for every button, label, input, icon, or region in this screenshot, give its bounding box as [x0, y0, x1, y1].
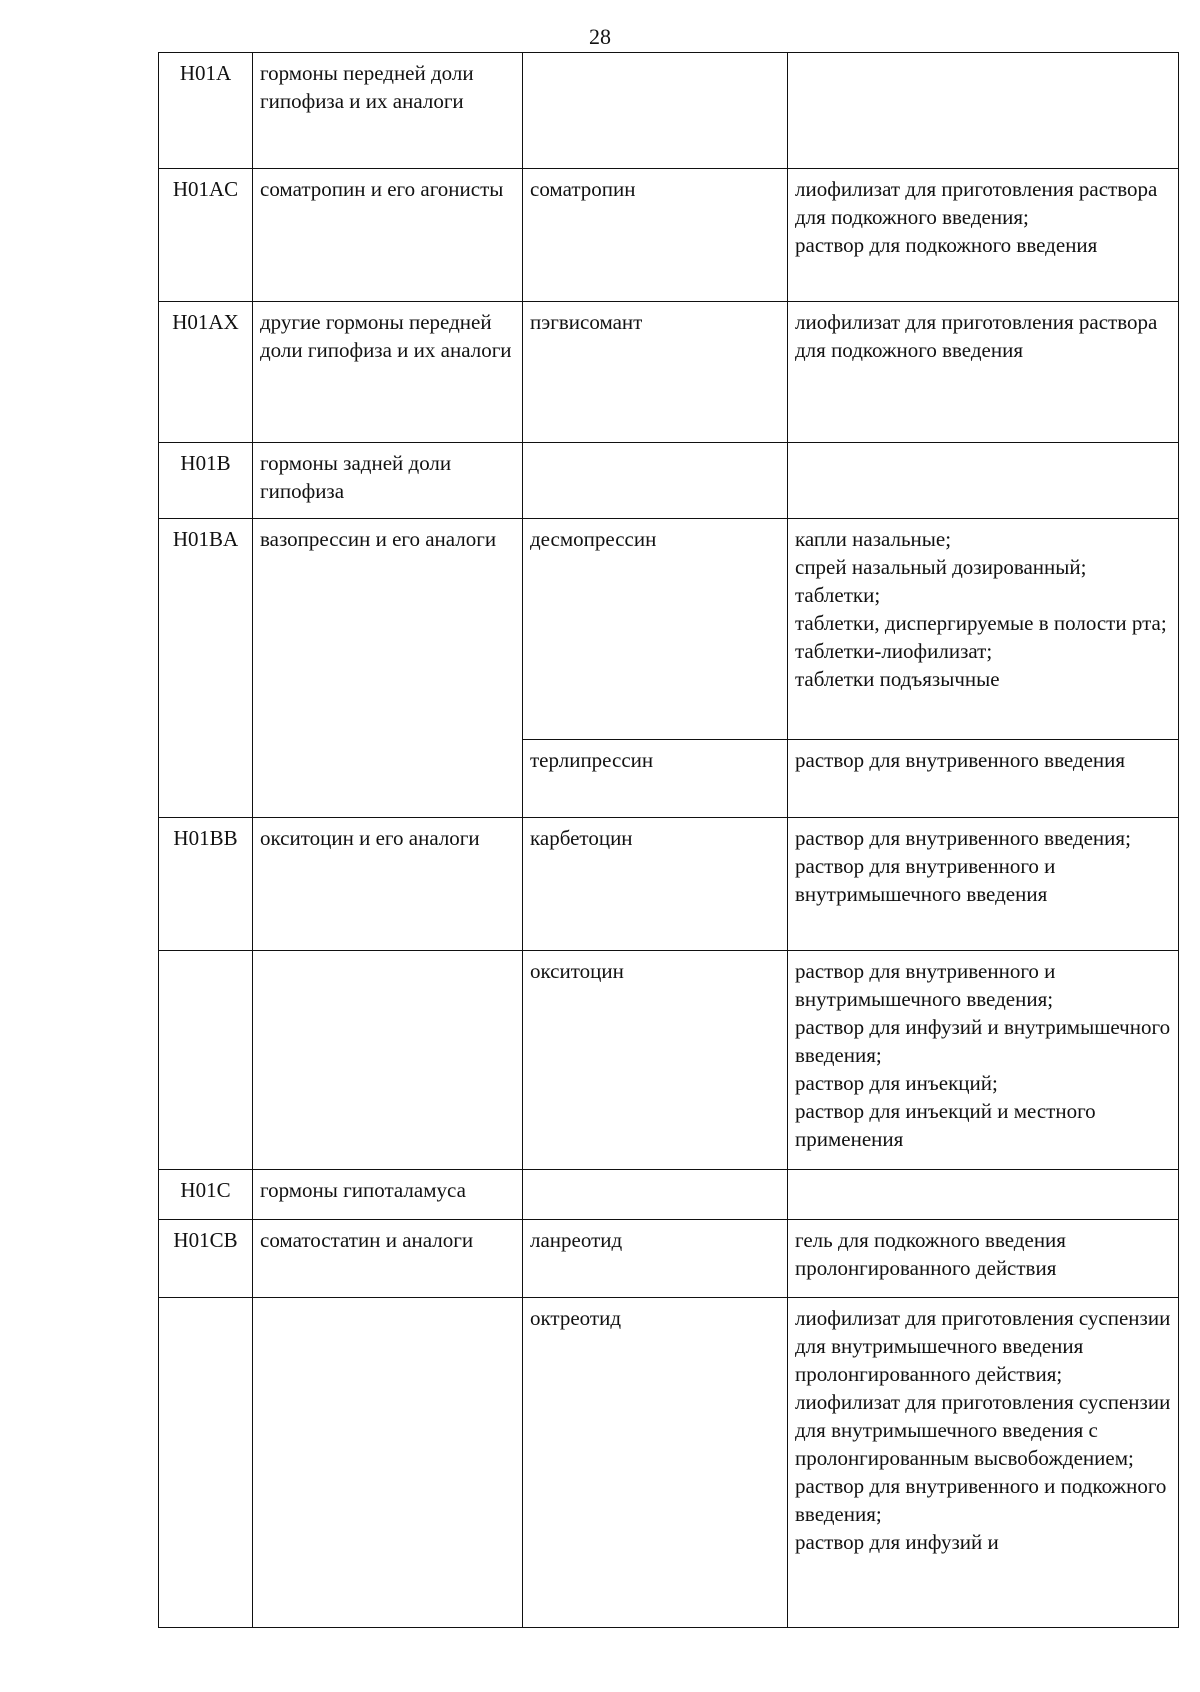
drug-name: карбетоцин	[523, 818, 788, 951]
dosage-form: раствор для инъекций;	[795, 1071, 998, 1095]
dosage-form: раствор для внутривенного и подкожного введения;	[795, 1474, 1167, 1526]
atc-code: H01B	[159, 443, 253, 519]
dosage-forms	[788, 818, 1179, 951]
dosage-form: лиофилизат для приготовления суспензии для внутримышечного введения с пролонгированным высвобождением;	[795, 1390, 1171, 1470]
group-name: другие гормоны передней доли гипофиза и их аналоги	[253, 302, 523, 443]
dosage-form: раствор для инъекций и местного применения	[795, 1099, 1096, 1151]
dosage-form: капли назальные;	[795, 527, 952, 551]
drug-name: десмопрессин	[523, 519, 788, 740]
drug-name: октреотид	[523, 1298, 788, 1628]
group-name	[253, 1298, 523, 1628]
group-name: гормоны задней доли гипофиза	[253, 443, 523, 519]
dosage-forms	[788, 53, 1179, 169]
drug-name	[523, 53, 788, 169]
dosage-forms	[788, 302, 1179, 443]
dosage-form: раствор для внутривенного и внутримышечного введения	[795, 854, 1056, 906]
dosage-form: таблетки;	[795, 583, 881, 607]
dosage-form: раствор для внутривенного введения	[795, 748, 1126, 772]
group-name: соматостатин и аналоги	[253, 1220, 523, 1298]
drug-name	[523, 1170, 788, 1220]
atc-code: H01CB	[159, 1220, 253, 1298]
dosage-form: раствор для инфузий и	[795, 1530, 999, 1554]
drug-name: окситоцин	[523, 951, 788, 1170]
dosage-forms	[788, 1298, 1179, 1628]
dosage-form: раствор для внутривенного и внутримышечного введения;	[795, 959, 1056, 1011]
table-row	[159, 951, 1179, 1170]
dosage-form: лиофилизат для приготовления суспензии для внутримышечного введения пролонгированного действия;	[795, 1306, 1171, 1386]
atc-code	[159, 951, 253, 1170]
drug-name: пэгвисомант	[523, 302, 788, 443]
dosage-forms	[788, 443, 1179, 519]
table-row	[159, 1298, 1179, 1628]
drug-name	[523, 443, 788, 519]
atc-code: H01BA	[159, 519, 253, 818]
dosage-form: спрей назальный дозированный;	[795, 555, 1087, 579]
table-row	[159, 818, 1179, 951]
drug-table	[158, 52, 1179, 1628]
atc-code: H01BB	[159, 818, 253, 951]
atc-code: H01A	[159, 53, 253, 169]
table-row	[159, 443, 1179, 519]
dosage-form: таблетки, диспергируемые в полости рта;	[795, 611, 1167, 635]
dosage-forms	[788, 1170, 1179, 1220]
atc-code: H01C	[159, 1170, 253, 1220]
table-row	[159, 1170, 1179, 1220]
atc-code: H01AC	[159, 169, 253, 302]
dosage-form: раствор для инфузий и внутримышечного введения;	[795, 1015, 1171, 1067]
table-row	[159, 53, 1179, 169]
dosage-forms	[788, 951, 1179, 1170]
group-name: вазопрессин и его аналоги	[253, 519, 523, 818]
dosage-form: раствор для подкожного введения	[795, 233, 1098, 257]
group-name: гормоны передней доли гипофиза и их аналоги	[253, 53, 523, 169]
dosage-forms	[788, 519, 1179, 740]
table-row	[159, 169, 1179, 302]
dosage-form: лиофилизат для приготовления раствора для подкожного введения;	[795, 177, 1158, 229]
drug-name: терлипрессин	[523, 740, 788, 818]
dosage-forms	[788, 740, 1179, 818]
drug-name: ланреотид	[523, 1220, 788, 1298]
atc-code	[159, 1298, 253, 1628]
drug-name: соматропин	[523, 169, 788, 302]
dosage-form: таблетки-лиофилизат;	[795, 639, 993, 663]
dosage-form: таблетки подъязычные	[795, 667, 1000, 691]
group-name	[253, 951, 523, 1170]
dosage-form: раствор для внутривенного введения;	[795, 826, 1131, 850]
dosage-forms	[788, 169, 1179, 302]
table-row	[159, 519, 1179, 740]
atc-code: H01AX	[159, 302, 253, 443]
group-name: окситоцин и его аналоги	[253, 818, 523, 951]
table-row	[159, 1220, 1179, 1298]
table-row	[159, 302, 1179, 443]
dosage-form: лиофилизат для приготовления раствора для подкожного введения	[795, 310, 1158, 362]
page-number: 28	[589, 24, 611, 49]
group-name: гормоны гипоталамуса	[253, 1170, 523, 1220]
dosage-forms	[788, 1220, 1179, 1298]
group-name: соматропин и его агонисты	[253, 169, 523, 302]
dosage-form: гель для подкожного введения пролонгированного действия	[795, 1228, 1066, 1280]
